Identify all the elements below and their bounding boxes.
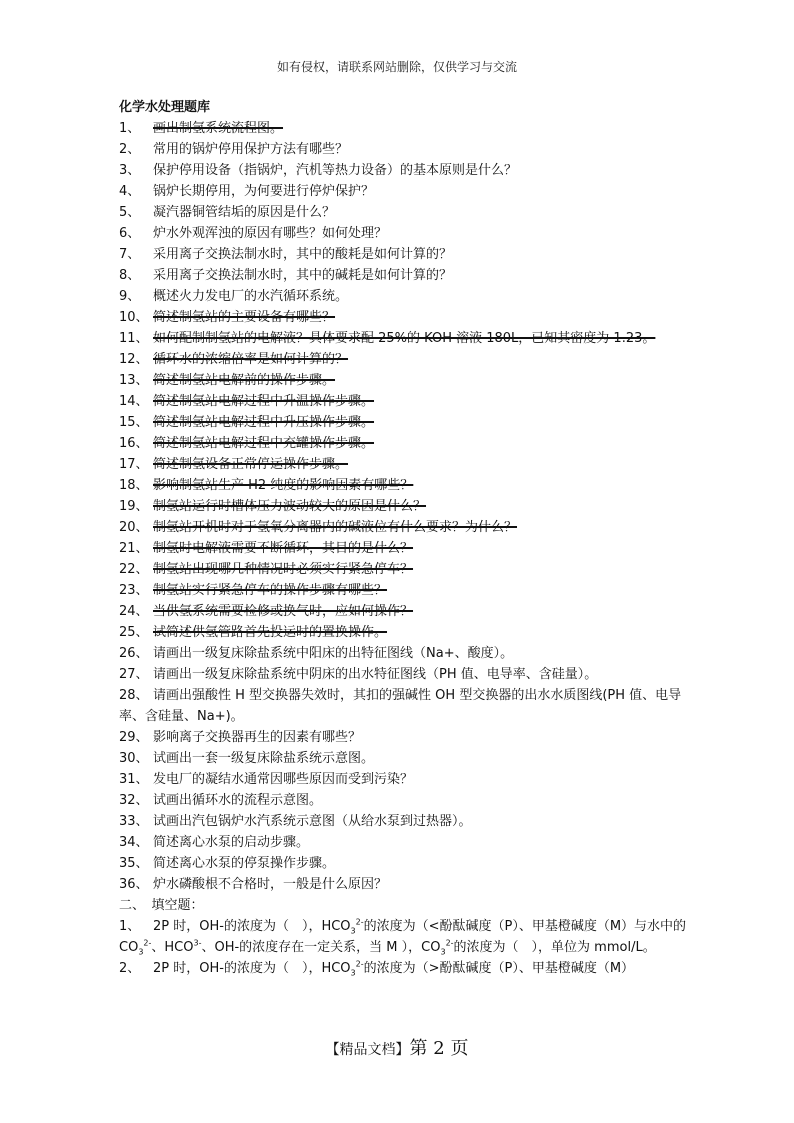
question-item: 29、 影响离子交换器再生的因素有哪些？ — [119, 730, 362, 745]
question-item: 23、 制氢站实行紧急停车的操作步骤有哪些？ — [119, 583, 388, 598]
question-item: 35、 简述离心水泵的停泵操作步骤。 — [119, 856, 336, 871]
question-item: 22、 制氢站出现哪几种情况时必须实行紧急停车？ — [119, 562, 414, 577]
question-item: 17、 简述制氢设备正常停运操作步骤。 — [119, 457, 349, 472]
footer-label: 【精品文档】 — [325, 1042, 410, 1058]
question-item: 9、 概述火力发电厂的水汽循环系统。 — [119, 289, 349, 304]
question-item: 25、 试简述供氢管路首先投运时的置换操作。 — [119, 625, 388, 640]
question-item: 18、 影响制氢站生产 H2 纯度的影响因素有哪些？ — [119, 478, 414, 493]
question-item: 2、 常用的锅炉停用保护方法有哪些？ — [119, 142, 349, 157]
question-item: 10、 简述制氢站的主要设备有哪些？ — [119, 310, 336, 325]
question-item: 4、 锅炉长期停用，为何要进行停炉保护？ — [119, 184, 375, 199]
question-item: 30、 试画出一套一级复床除盐系统示意图。 — [119, 751, 375, 766]
question-item: 36、 炉水磷酸根不合格时，一般是什么原因？ — [119, 877, 388, 892]
question-item: 27、 请画出一级复床除盐系统中阴床的出水特征图线（PH 值、电导率、含硅量）。 — [119, 667, 598, 682]
question-item: 24、 当供氢系统需要检修或换气时，应如何操作？ — [119, 604, 414, 619]
page-footer — [0, 1034, 794, 1060]
question-item: 6、 炉水外观浑浊的原因有哪些？如何处理？ — [119, 226, 388, 241]
question-item: 13、 简述制氢站电解前的操作步骤。 — [119, 373, 336, 388]
question-item: 19、 制氢站运行时槽体压力波动较大的原因是什么？ — [119, 499, 427, 514]
question-item: 34、 简述离心水泵的启动步骤。 — [119, 835, 310, 850]
document-body — [119, 98, 689, 979]
question-item: 16、 简述制氢站电解过程中充罐操作步骤。 — [119, 436, 375, 451]
fill-item: 2、 2P 时，OH-的浓度为（ ），$HCO_3^{2-}$的浓度为（>酚酞碱度（P）、甲基橙碱度（M） — [119, 959, 635, 978]
question-item: 33、 试画出汽包锅炉水汽系统示意图（从给水泵到过热器）。 — [119, 814, 472, 829]
fill-item: 1、 2P 时，OH-的浓度为（ ），$HCO_3^{2-}$的浓度为（<酚酞碱度（P）、甲基橙碱度（M）与水中的 $CO_3^{2-}$、$HCO^{3-}$、OH-的浓度存在一定关系，当 M ），$CO_3^{2-}$的浓度为（ ），单位为 mmol/L。 — [119, 917, 687, 957]
question-item: 7、 采用离子交换法制水时，其中的酸耗是如何计算的？ — [119, 247, 453, 262]
question-item: 28、 请画出强酸性 H 型交换器失效时，其扣的强碱性 OH 型交换器的出水水质图线(PH 值、电导率、含硅量、Na+)。 — [119, 688, 682, 724]
question-item: 32、 试画出循环水的流程示意图。 — [119, 793, 323, 808]
question-list — [119, 118, 689, 895]
question-item: 11、 如何配制制氢站的电解液？具体要求配 25%的 KOH 溶液 180L，已知其密度为 1.23。 — [119, 331, 656, 346]
question-item: 14、 简述制氢站电解过程中升温操作步骤。 — [119, 394, 375, 409]
document-title: 化学水处理题库 — [119, 100, 211, 115]
question-item: 21、 制氢时电解液需要不断循环，其目的是什么？ — [119, 541, 414, 556]
question-item: 1、 画出制氢系统流程图。 — [119, 121, 284, 136]
question-item: 8、 采用离子交换法制水时，其中的碱耗是如何计算的？ — [119, 268, 453, 283]
question-item: 20、 制氢站开机时对于氢氧分离器内的碱液位有什么要求？为什么？ — [119, 520, 518, 535]
copyright-notice: 如有侵权，请联系网站删除，仅供学习与交流 — [276, 60, 517, 74]
question-item: 31、 发电厂的凝结水通常因哪些原因而受到污染？ — [119, 772, 414, 787]
page-number: 第 2 页 — [409, 1038, 469, 1059]
question-item: 15、 简述制氢站电解过程中升压操作步骤。 — [119, 415, 375, 430]
section-heading-fill-blank: 二、 填空题： — [119, 898, 204, 913]
question-item: 26、 请画出一级复床除盐系统中阳床的出特征图线（Na+、酸度）。 — [119, 646, 514, 661]
question-item: 3、 保护停用设备（指锅炉，汽机等热力设备）的基本原则是什么？ — [119, 163, 518, 178]
question-item: 5、 凝汽器铜管结垢的原因是什么？ — [119, 205, 336, 220]
question-item: 12、 循环水的浓缩倍率是如何计算的？ — [119, 352, 349, 367]
